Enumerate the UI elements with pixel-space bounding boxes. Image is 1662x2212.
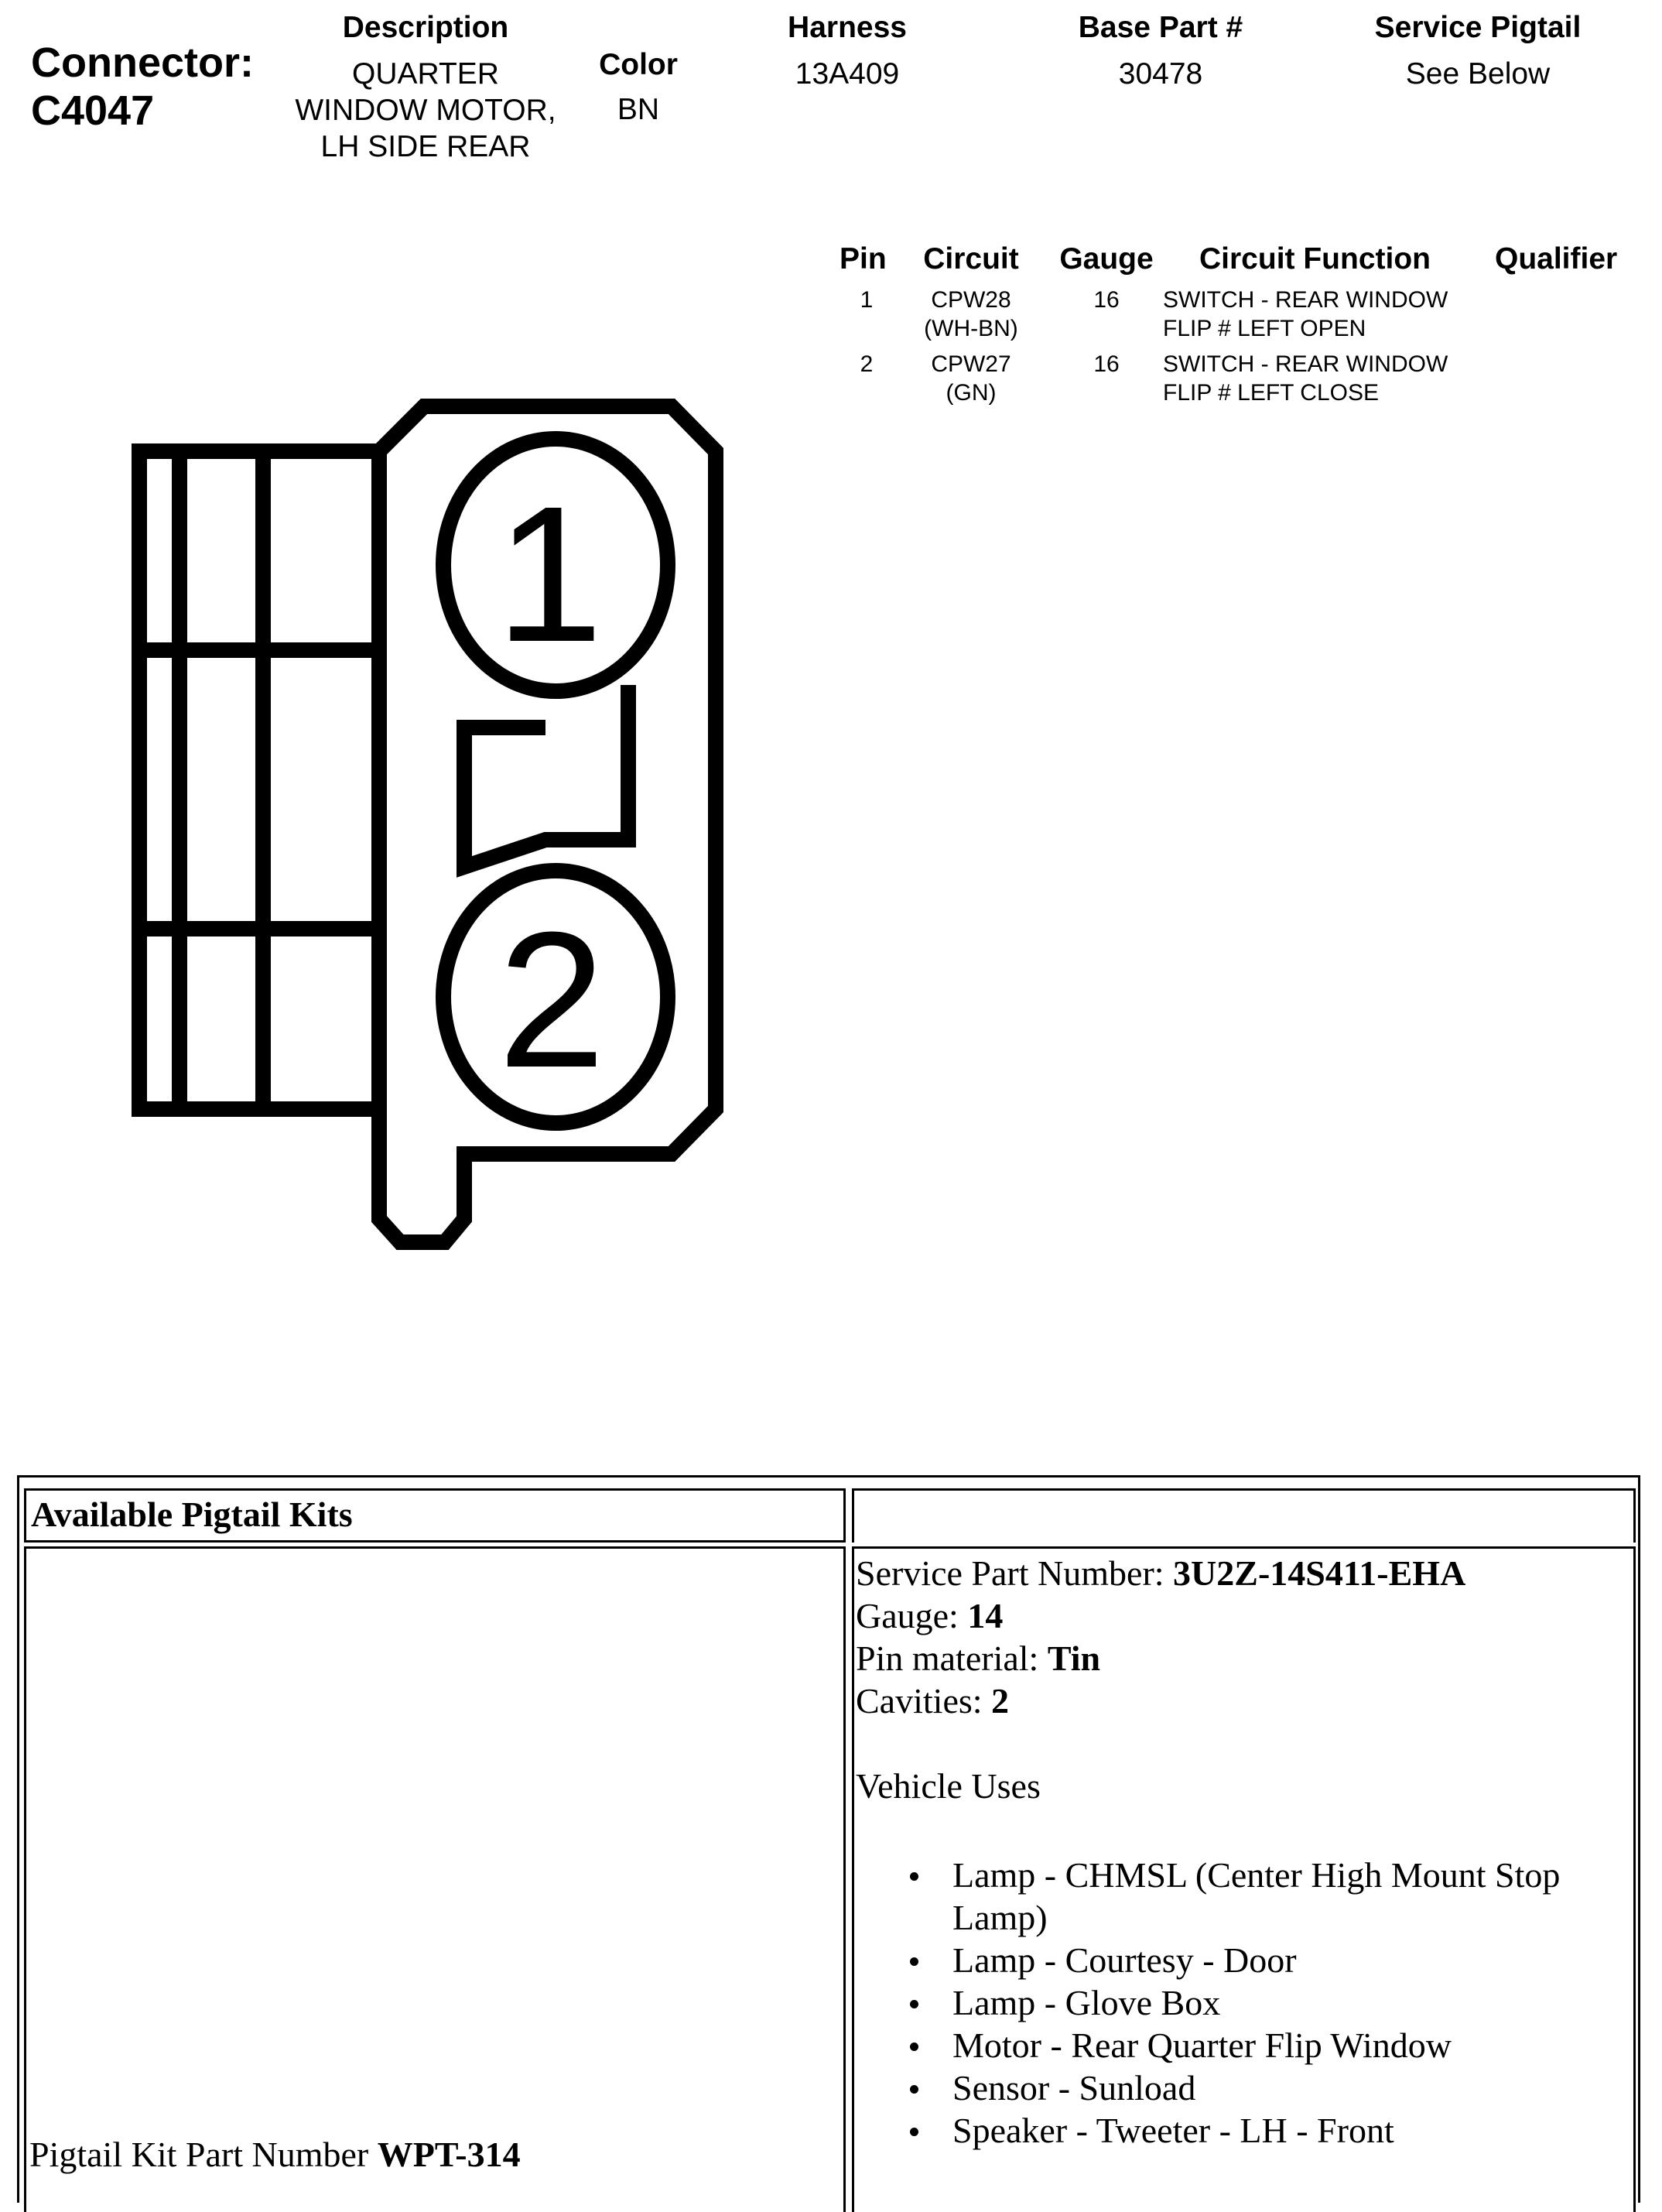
function-cell	[1163, 286, 1448, 343]
base-part-title: Base Part #	[1078, 11, 1243, 44]
service-part-label: Service Part Number:	[856, 1553, 1174, 1593]
harness-title: Harness	[788, 11, 907, 44]
list-item: Lamp - CHMSL (Center High Mount Stop Lamp)	[856, 1854, 1630, 1939]
circuit-cell	[905, 286, 1037, 343]
connector-id: C4047	[31, 87, 155, 134]
cavities-value: 2	[991, 1681, 1010, 1721]
gauge-value: 14	[967, 1596, 1004, 1635]
circuit-header: Circuit	[923, 242, 1019, 276]
description-line: LH SIDE REAR	[320, 130, 531, 163]
cavities-line	[856, 1680, 1630, 1722]
description-title: Description	[342, 11, 509, 44]
service-part-value: 3U2Z-14S411-EHA	[1173, 1553, 1466, 1593]
service-pigtail-title: Service Pigtail	[1374, 11, 1582, 44]
pin-material-value: Tin	[1047, 1638, 1101, 1678]
service-part-line	[856, 1552, 1630, 1594]
gauge-label: Gauge:	[856, 1596, 968, 1635]
pin-header: Pin	[840, 242, 887, 276]
function-line: SWITCH - REAR WINDOW	[1163, 287, 1448, 313]
description-line: WINDOW MOTOR,	[295, 94, 556, 127]
pin-cell: 2	[860, 351, 874, 377]
cavities-label: Cavities:	[856, 1681, 992, 1721]
kit-part-value: WPT-314	[377, 2135, 521, 2174]
gauge-cell: 16	[1093, 287, 1120, 313]
connector-face-diagram	[0, 0, 774, 1277]
pigtail-title-cell-right	[852, 1488, 1636, 1543]
function-cell	[1163, 350, 1448, 407]
connector-key	[464, 685, 628, 867]
cavity-1-label: 1	[495, 466, 604, 682]
circuit-color: (GN)	[946, 380, 997, 406]
list-item: Lamp - Courtesy - Door	[856, 1939, 1630, 1981]
circuit-id: CPW28	[931, 287, 1011, 313]
list-item: Sensor - Sunload	[856, 2066, 1630, 2109]
base-part-value: 30478	[1118, 57, 1203, 91]
pigtail-kit-part-number	[29, 2133, 521, 2176]
pigtail-details	[856, 1552, 1630, 2152]
circuit-color: (WH-BN)	[924, 316, 1018, 341]
circuit-cell	[905, 350, 1037, 407]
qualifier-header: Qualifier	[1495, 242, 1618, 276]
function-line: SWITCH - REAR WINDOW	[1163, 351, 1448, 377]
gauge-cell: 16	[1093, 351, 1120, 377]
list-item: Motor - Rear Quarter Flip Window	[856, 2024, 1630, 2066]
list-item: Lamp - Glove Box	[856, 1981, 1630, 2024]
list-item: Speaker - Tweeter - LH - Front	[856, 2109, 1630, 2152]
function-line: FLIP # LEFT OPEN	[1163, 316, 1366, 341]
connector-latch-grid	[139, 451, 385, 1109]
pigtail-title: Available Pigtail Kits	[31, 1495, 353, 1534]
pin-material-label: Pin material:	[856, 1638, 1048, 1678]
color-title: Color	[599, 48, 678, 81]
service-pigtail-value: See Below	[1405, 57, 1551, 91]
gauge-header: Gauge	[1059, 242, 1154, 276]
description-line: QUARTER	[352, 57, 499, 91]
kit-part-label: Pigtail Kit Part Number	[29, 2135, 378, 2174]
pin-material-line	[856, 1637, 1630, 1680]
connector-title: Connector:	[31, 39, 254, 86]
pin-cell: 1	[860, 287, 874, 313]
pigtail-image-cell	[24, 1546, 846, 2212]
vehicle-uses-title: Vehicle Uses	[856, 1766, 1041, 1806]
vehicle-uses-list	[856, 1854, 1630, 2152]
circuit-id: CPW27	[931, 351, 1011, 377]
color-value: BN	[617, 93, 660, 126]
cavity-2-label: 2	[498, 892, 606, 1108]
function-header: Circuit Function	[1199, 242, 1431, 276]
gauge-line	[856, 1594, 1630, 1637]
harness-value: 13A409	[795, 57, 900, 91]
function-line: FLIP # LEFT CLOSE	[1163, 380, 1380, 406]
